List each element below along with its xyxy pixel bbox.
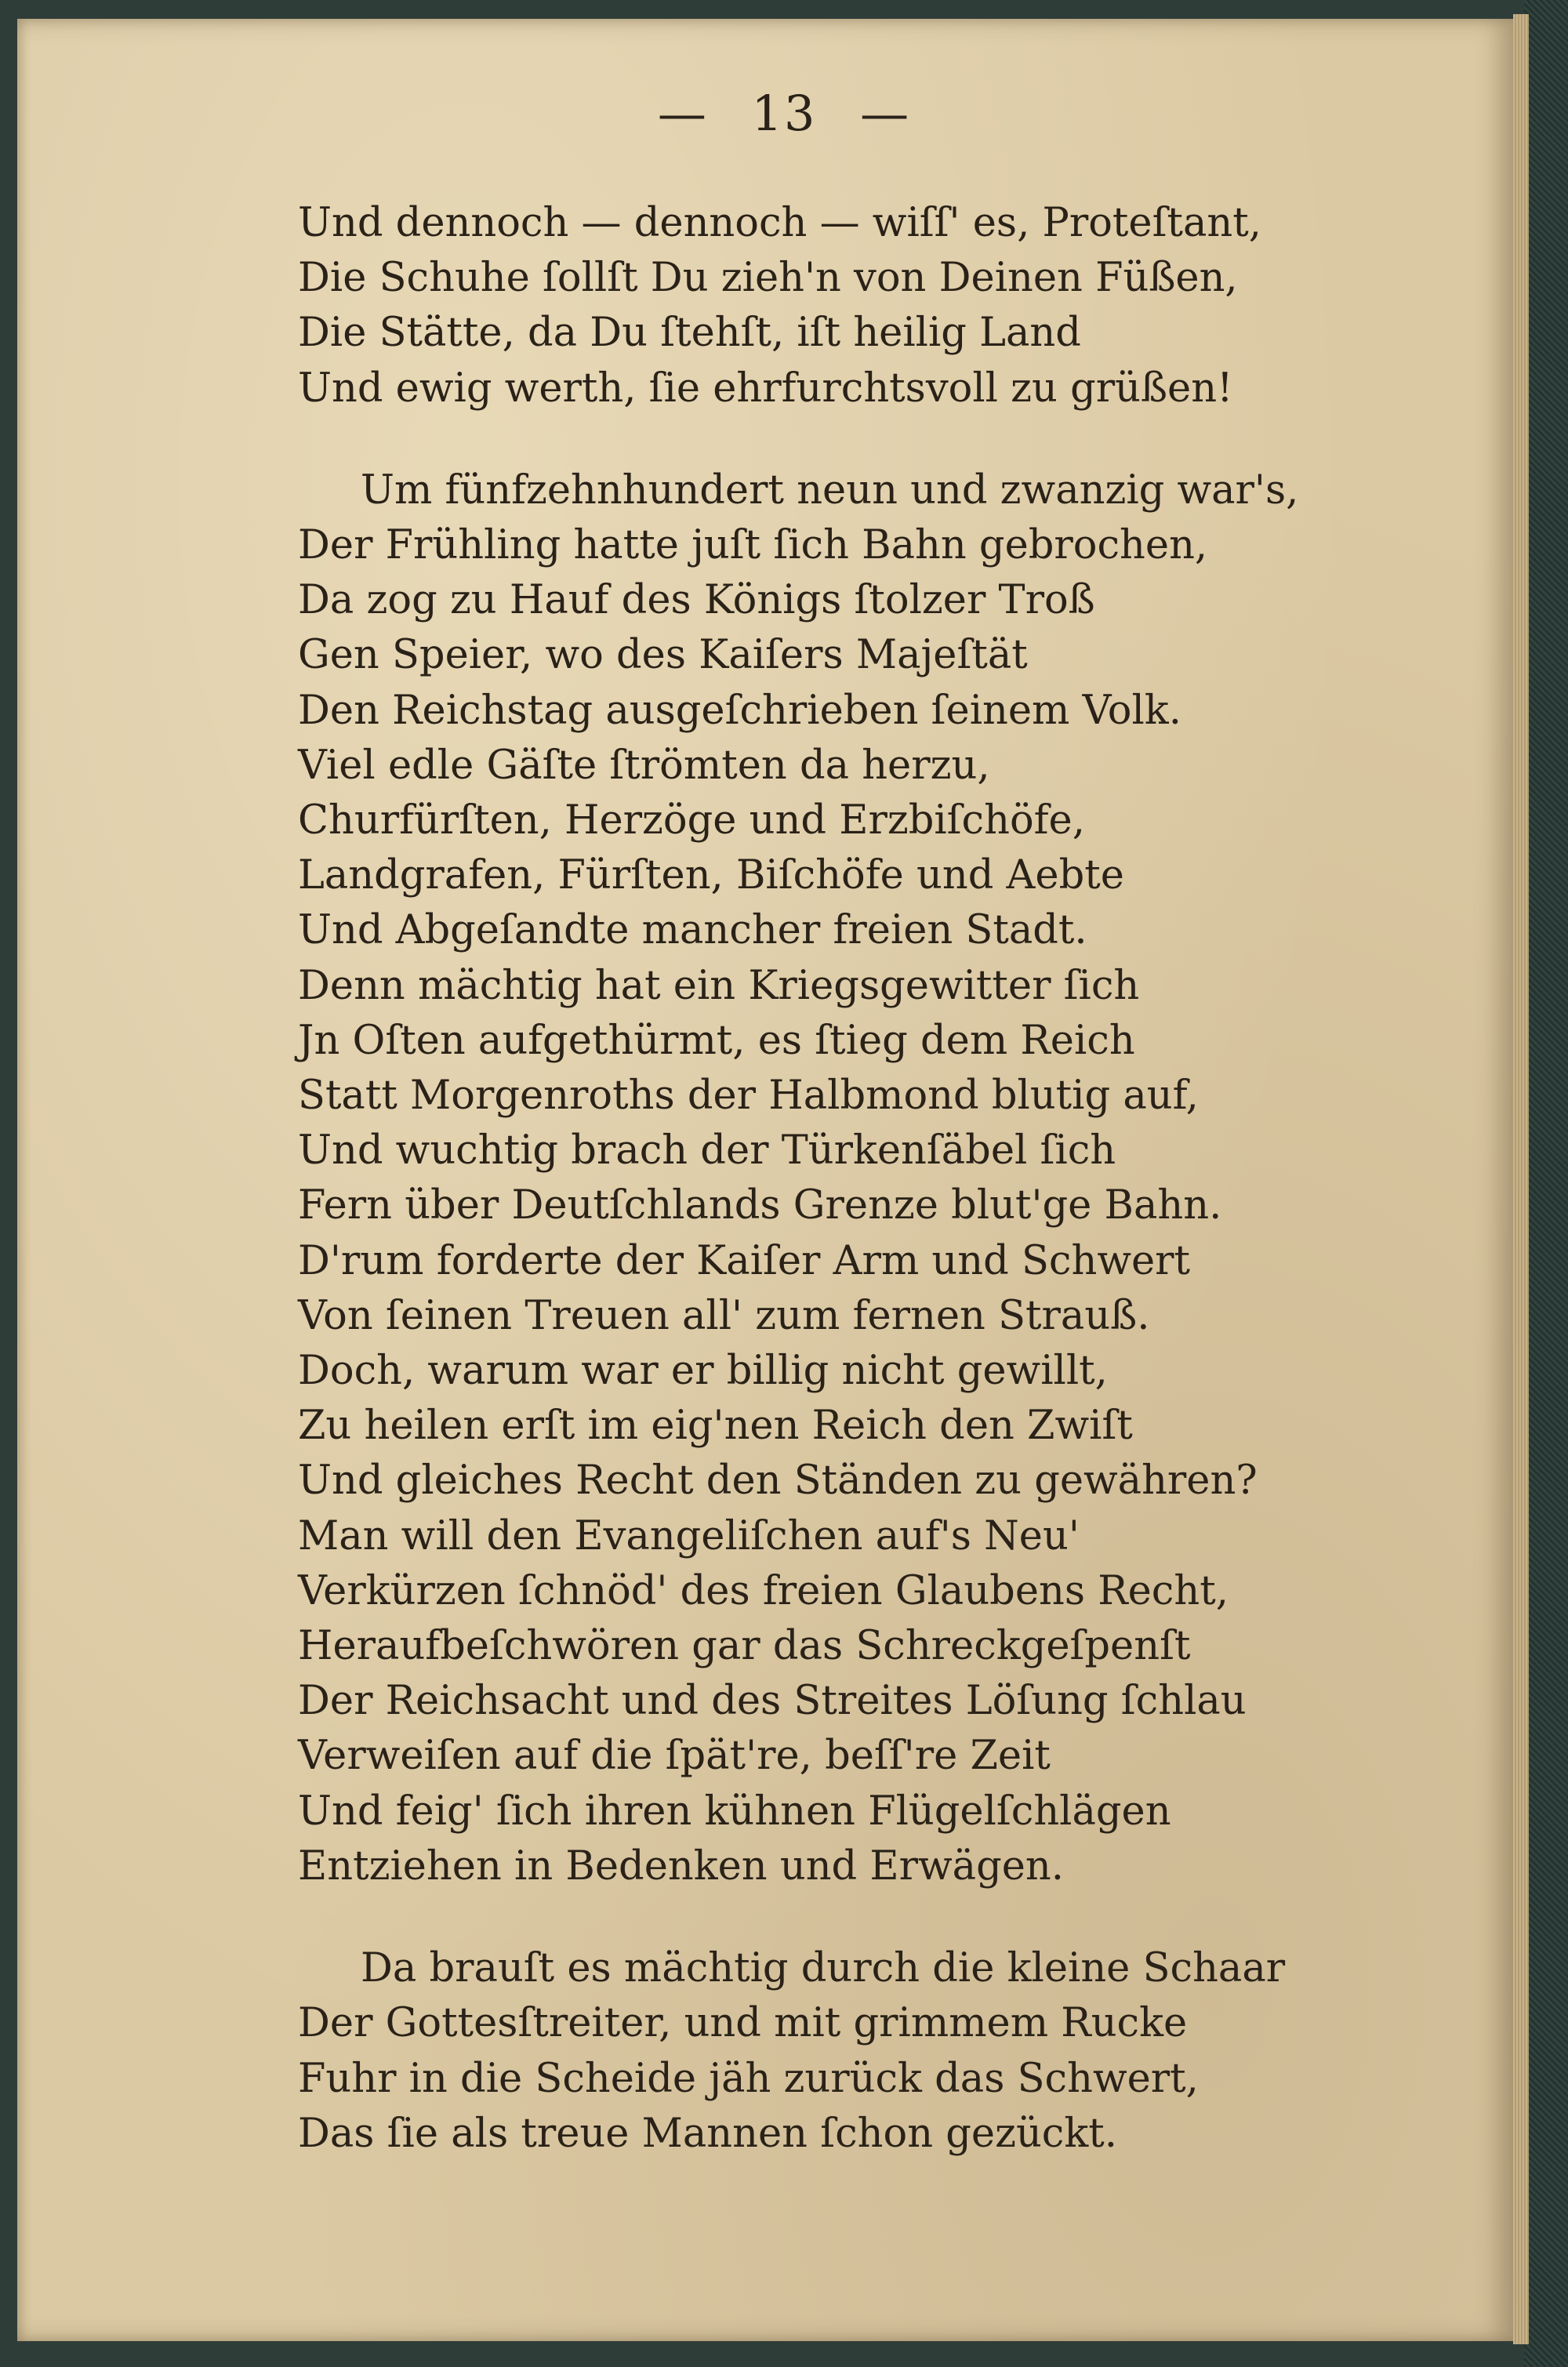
verse-line: Churfürſten, Herzöge und Erzbiſchöfe, bbox=[298, 797, 1085, 844]
verse-line: Die Schuhe ſollſt Du zieh'n von Deinen Füßen, bbox=[298, 255, 1238, 302]
verse-line: Und Abgeſandte mancher freien Stadt. bbox=[298, 907, 1087, 954]
page-number-header bbox=[0, 85, 1568, 142]
verse-line: Der Reichsacht und des Streites Löſung ſchlau bbox=[298, 1678, 1247, 1725]
verse-line: Verkürzen ſchnöd' des freien Glaubens Recht, bbox=[298, 1567, 1229, 1614]
verse-line: Und feig' ſich ihren kühnen Flügelſchlägen bbox=[298, 1788, 1171, 1835]
page-number-dash-right: — bbox=[860, 85, 911, 142]
verse-line: Entziehen in Bedenken und Erwägen. bbox=[298, 1842, 1064, 1890]
verse-line: Und gleiches Recht den Ständen zu gewähren? bbox=[298, 1458, 1258, 1505]
page-number-dash-left: — bbox=[657, 85, 708, 142]
verse-line: Statt Morgenroths der Halbmond blutig auf, bbox=[298, 1073, 1199, 1120]
verse-line: Da brauſt es mächtig durch die kleine Schaar bbox=[361, 1945, 1286, 1992]
verse-line: D'rum forderte der Kaiſer Arm und Schwert bbox=[298, 1237, 1191, 1284]
verse-line: Viel edle Gäſte ſtrömten da herzu, bbox=[298, 742, 990, 789]
verse-line: Doch, warum war er billig nicht gewillt, bbox=[298, 1348, 1108, 1395]
page-number: 13 bbox=[751, 85, 817, 142]
verse-line: Jn Oſten aufgethürmt, es ſtieg dem Reich bbox=[298, 1017, 1135, 1064]
verse-line: Den Reichstag ausgeſchrieben ſeinem Volk. bbox=[298, 687, 1181, 734]
verse-line: Zu heilen erſt im eig'nen Reich den Zwiſt bbox=[298, 1403, 1133, 1450]
verse-line: Und ewig werth, ſie ehrfurchtsvoll zu grüßen! bbox=[298, 365, 1233, 412]
stanza-1 bbox=[298, 196, 1396, 416]
verse-line: Gen Speier, wo des Kaiſers Majeſtät bbox=[298, 632, 1028, 679]
verse-line: Landgrafen, Fürſten, Biſchöfe und Aebte bbox=[298, 852, 1124, 899]
verse-line: Heraufbeſchwören gar das Schreckgeſpenſt bbox=[298, 1623, 1191, 1670]
verse-line: Die Stätte, da Du ſtehſt, iſt heilig Land bbox=[298, 310, 1081, 357]
book-binding bbox=[1524, 0, 1568, 2367]
verse-line: Man will den Evangeliſchen auf's Neu' bbox=[298, 1512, 1080, 1559]
stanza-3 bbox=[298, 1941, 1396, 2162]
page-edges bbox=[1513, 14, 1529, 2344]
verse-line: Und dennoch — dennoch — wiſſ' es, Proteſtant, bbox=[298, 200, 1261, 246]
stanza-2 bbox=[298, 463, 1396, 1894]
verse-line: Das ſie als treue Mannen ſchon gezückt. bbox=[298, 2110, 1117, 2157]
verse-line: Fern über Deutſchlands Grenze blut'ge Bahn. bbox=[298, 1182, 1222, 1229]
poem-body bbox=[298, 196, 1396, 2209]
verse-line: Verweiſen auf die ſpät're, beſſ're Zeit bbox=[298, 1733, 1051, 1780]
verse-line: Fuhr in die Scheide jäh zurück das Schwert, bbox=[298, 2055, 1199, 2102]
verse-line: Und wuchtig brach der Türkenſäbel ſich bbox=[298, 1127, 1116, 1174]
verse-line: Von ſeinen Treuen all' zum fernen Strauß. bbox=[298, 1292, 1150, 1339]
verse-line: Der Frühling hatte juſt ſich Bahn gebrochen, bbox=[298, 522, 1208, 569]
verse-line: Der Gottesſtreiter, und mit grimmem Rucke bbox=[298, 2000, 1188, 2047]
verse-line: Um fünfzehnhundert neun und zwanzig war's, bbox=[361, 467, 1299, 514]
verse-line: Da zog zu Hauf des Königs ſtolzer Troß bbox=[298, 577, 1095, 624]
verse-line: Denn mächtig hat ein Kriegsgewitter ſich bbox=[298, 962, 1140, 1009]
